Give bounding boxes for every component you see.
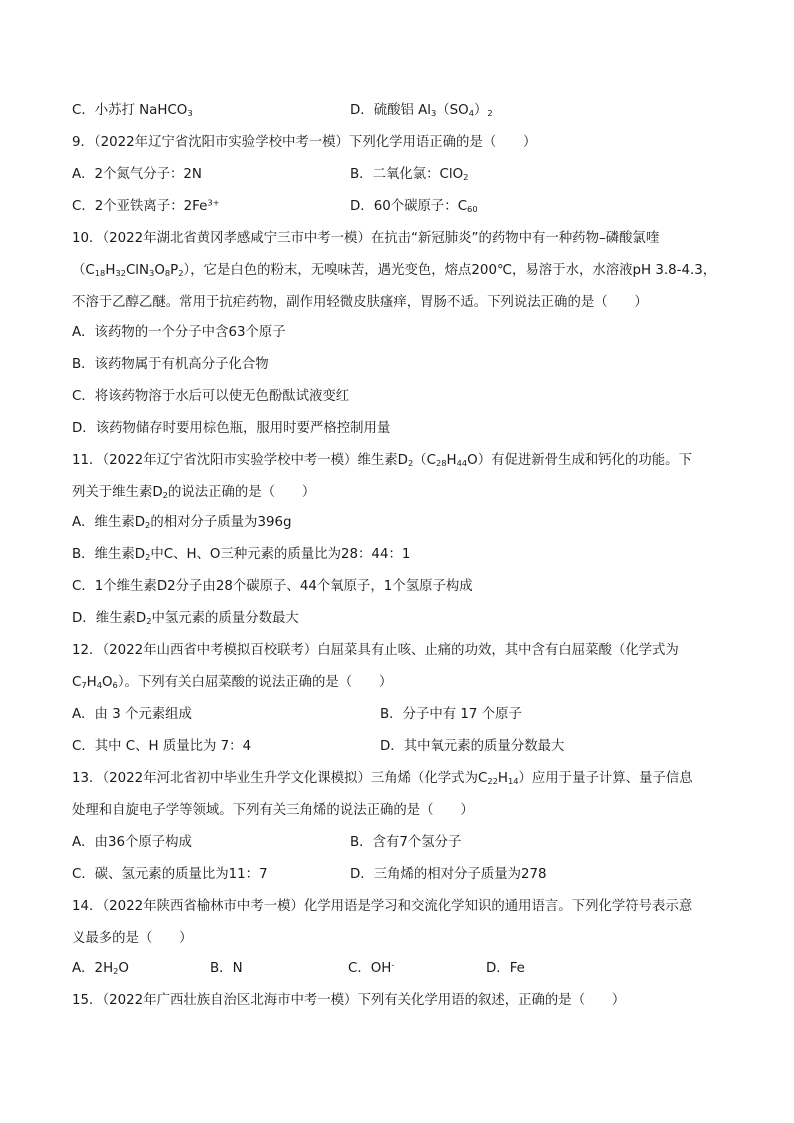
q11-stem-line1: 11．（2022年辽宁省沈阳市实验学校中考一模）维生素$D_2(C_{28}H_{44}O)$有促进新骨生成和钙化的功能。下 [72,453,692,469]
q8-option-d: D．硫酸铝 $Al_3(SO_4)_2$ [350,103,493,119]
q11-option-c: C．1个维生素D2分子由28个碳原子、44个氧原子，1个氢原子构成 [72,579,473,594]
q13-stem-line2: 处理和自旋电子学等领域。下列有关三角烯的说法正确的是（ ） [72,803,474,818]
q9-option-c: C．2个亚铁离子：$2Fe^{3+}$ [72,197,220,214]
q13-option-a: A．由36个原子构成 [72,835,192,850]
q13-stem-line1: 13．（2022年河北省初中毕业生升学文化课模拟）三角烯（化学式为$C_{22}H_{14}$）应用于量子计算、量子信息 [72,771,693,787]
q12-stem-line1: 12．（2022年山西省中考模拟百校联考）白屈菜具有止咳、止痛的功效，其中含有白屈菜酸（化学式为 [72,643,679,658]
q15-stem-line1: 15．（2022年广西壮族自治区北海市中考一模）下列有关化学用语的叙述，正确的是（ ） [72,993,626,1008]
q14-option-b: B．N [210,961,243,976]
q9-option-a: A．2个氮气分子：2N [72,167,202,182]
q10-option-a: A．该药物的一个分子中含63个原子 [72,325,286,340]
q14-option-a: A．$2H_2O$ [72,961,129,977]
q9-stem: 9．（2022年辽宁省沈阳市实验学校中考一模）下列化学用语正确的是（ ） [72,135,537,150]
q13-option-d: D．三角烯的相对分子质量为278 [350,867,547,882]
q8-option-c: C．小苏打 NaHCO$_3$ [72,103,193,119]
q13-option-b: B．含有7个氢分子 [350,835,462,850]
q14-option-d: D．Fe [486,961,525,976]
q12-option-c: C．其中 C、H 质量比为 7：4 [72,739,252,754]
q11-stem-line2: 列关于维生素$D_2$的说法正确的是（ ） [72,485,316,501]
q12-stem-line2: $C_7H_4O_6$）。下列有关白屈菜酸的说法正确的是（ ） [72,675,393,691]
q10-option-c: C．将该药物溶于水后可以使无色酚酞试液变红 [72,389,350,404]
q12-option-d: D．其中氧元素的质量分数最大 [380,739,565,754]
q10-stem-line3: 不溶于乙醇乙醚。常用于抗疟药物，副作用轻微皮肤瘙痒，胃肠不适。下列说法正确的是（ ） [72,295,648,310]
q11-option-d: D．维生素$D_2$中氢元素的质量分数最大 [72,611,299,627]
q12-option-b: B．分子中有 17 个原子 [380,707,522,722]
q10-option-b: B．该药物属于有机高分子化合物 [72,357,269,372]
q10-stem-line2: $(C_{18}H_{32}ClN_3O_8P_2)$，它是白色的粉末，无嗅味苦，遇光变色，熔点200℃，易溶于水，水溶液pH 3.8-4.3， [72,263,717,279]
q9-option-d: D．60个碳原子：$C_{60}$ [350,199,478,215]
q11-option-a: A．维生素$D_2$的相对分子质量为396g [72,515,292,531]
q10-stem-line1: 10．（2022年湖北省黄冈孝感咸宁三市中考一模）在抗击“新冠肺炎”的药物中有一种药物–磷酸氯喹 [72,231,660,246]
q10-option-d: D．该药物储存时要用棕色瓶，服用时要严格控制用量 [72,421,391,436]
q14-stem-line2: 义最多的是（ ） [72,931,193,946]
q13-option-c: C．碳、氢元素的质量比为11：7 [72,867,268,882]
q14-stem-line1: 14．（2022年陕西省榆林市中考一模）化学用语是学习和交流化学知识的通用语言。下列化学符号表示意 [72,899,693,914]
q9-option-b: B．二氧化氯：ClO$_2$ [350,167,469,183]
q11-option-b: B．维生素$D_2$中C、H、O三种元素的质量比为28：44：1 [72,547,411,563]
q14-option-c: C．OH- [348,959,395,976]
q12-option-a: A．由 3 个元素组成 [72,707,192,722]
